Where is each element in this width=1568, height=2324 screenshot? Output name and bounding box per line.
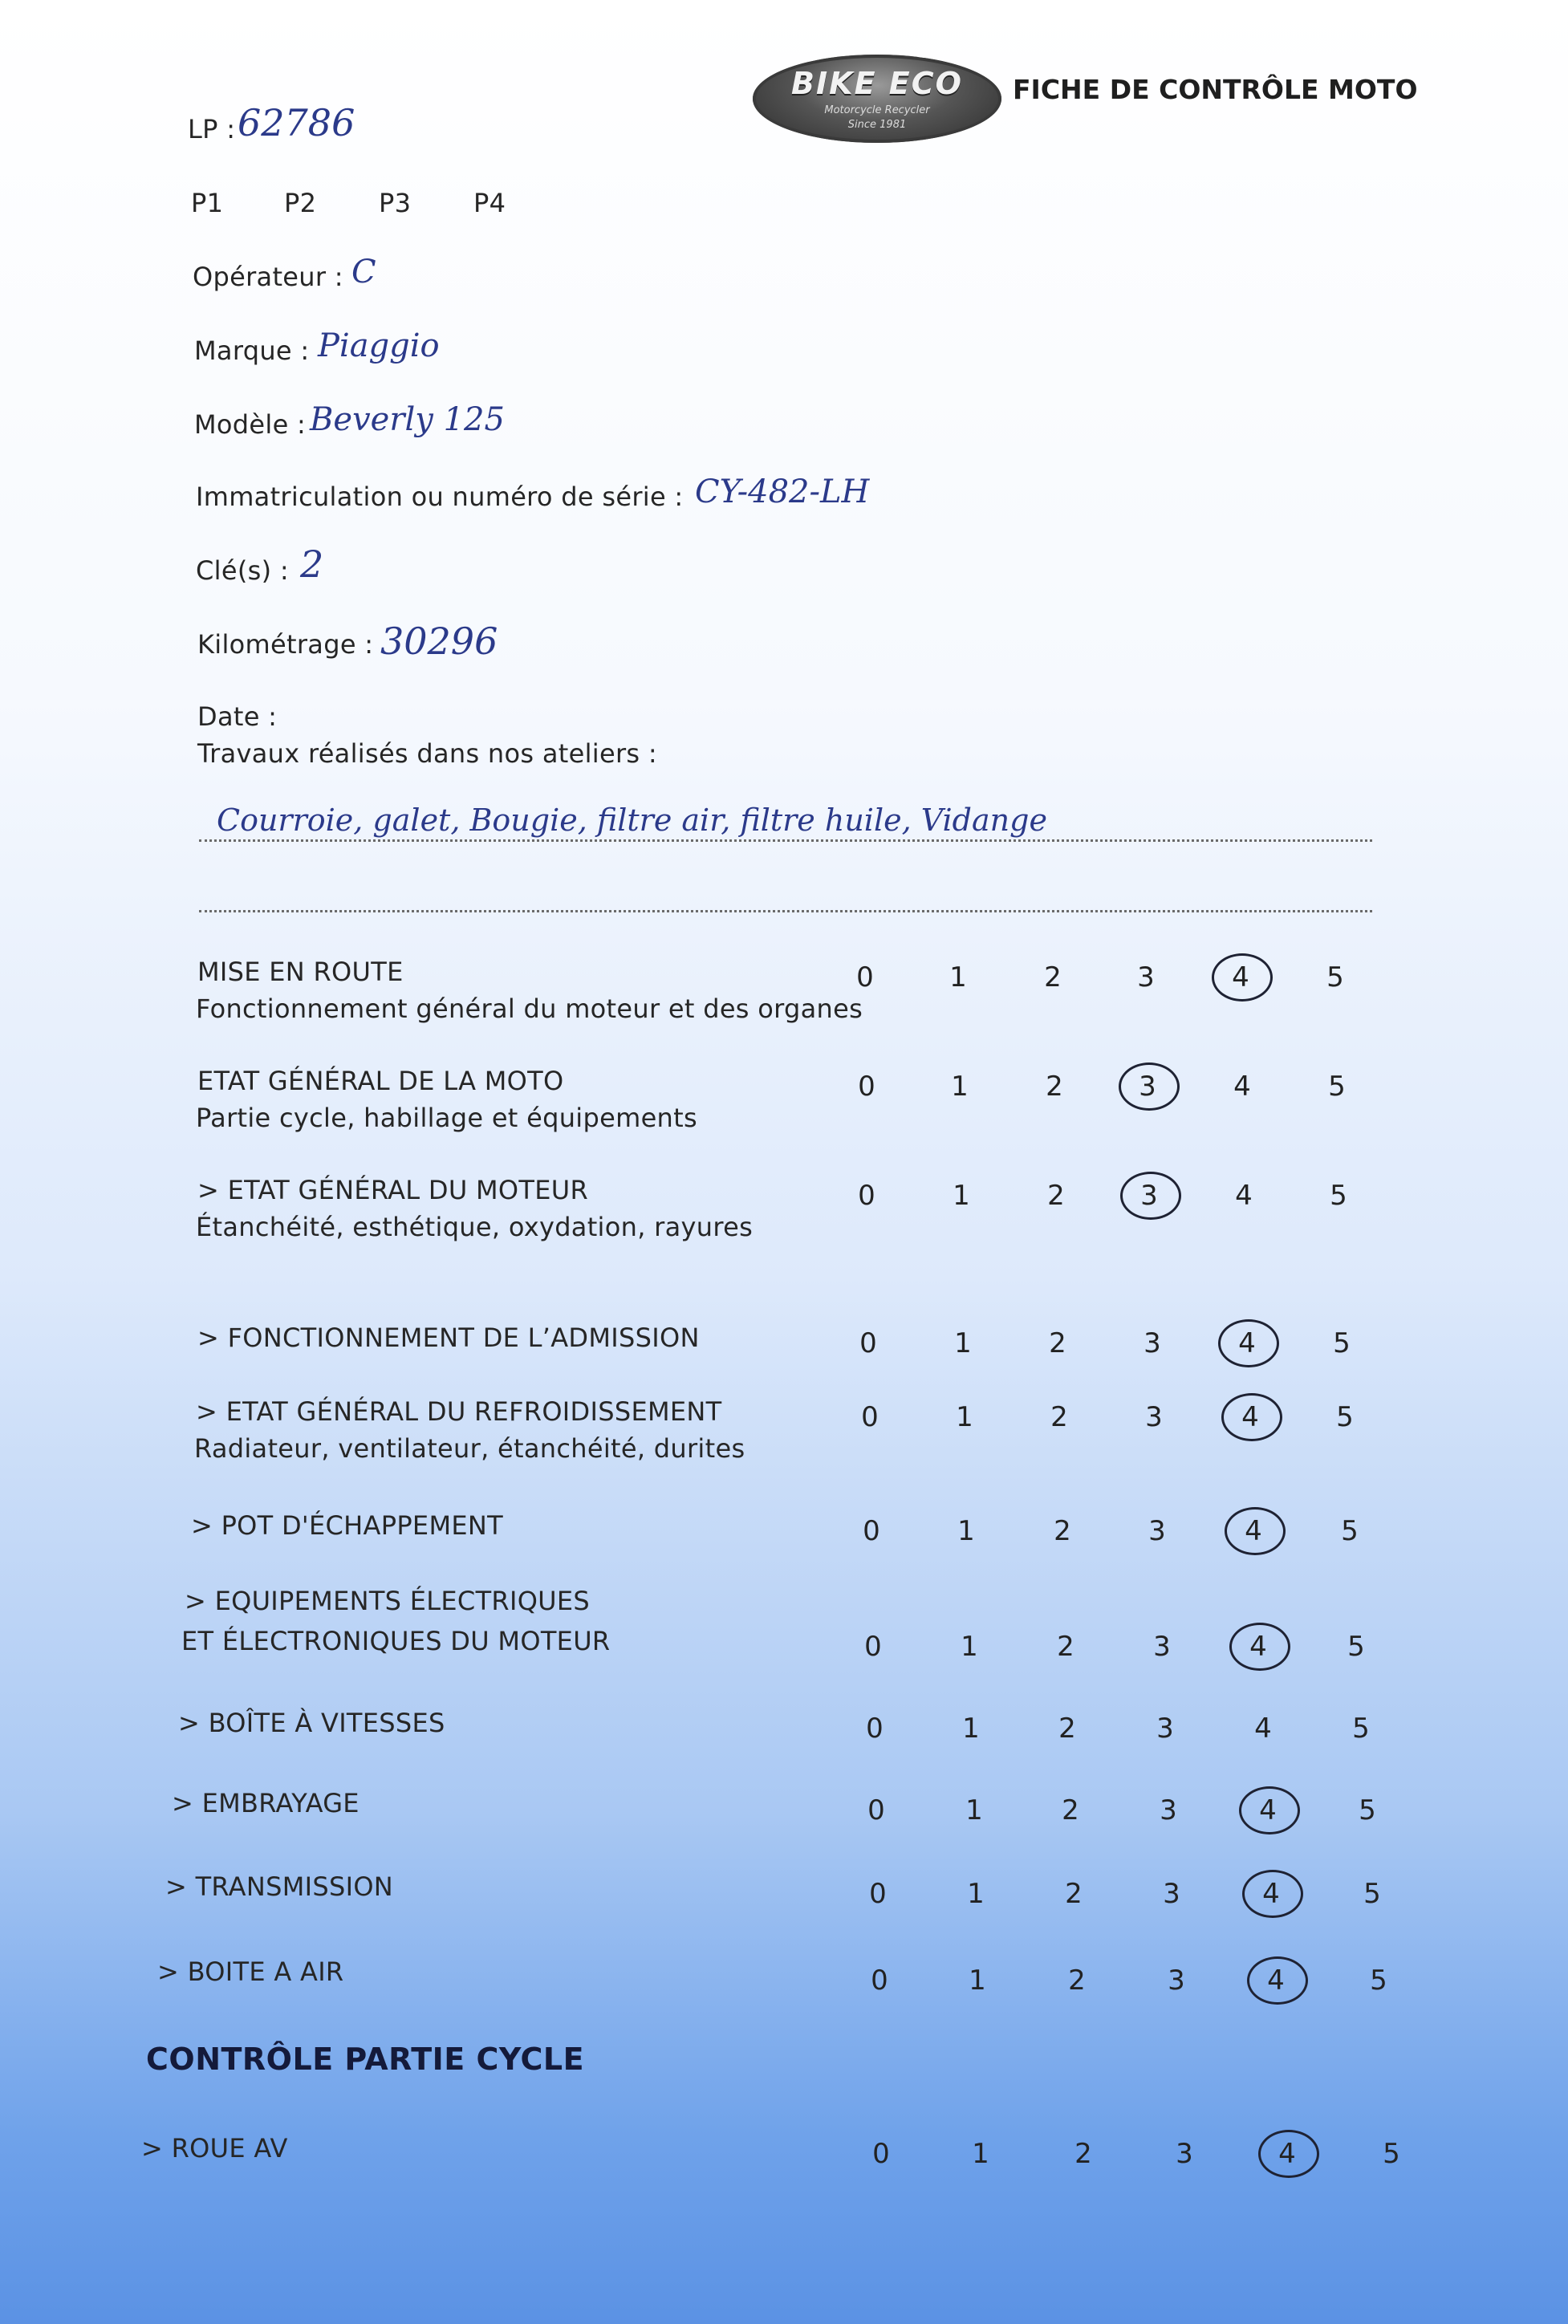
logo-tagline: Motorcycle Recycler <box>824 104 930 116</box>
criterion-score-1: 1 <box>956 1401 973 1433</box>
logo-since: Since 1981 <box>847 119 907 131</box>
criterion-score-2: 2 <box>1046 1071 1063 1103</box>
criterion-selected-score-circle <box>1120 1172 1181 1220</box>
criterion-selected-score-circle <box>1229 1623 1290 1671</box>
criterion-score-0: 0 <box>871 1964 888 1997</box>
criterion-selected-score-circle <box>1247 1956 1308 2005</box>
criterion-score-5: 5 <box>1336 1401 1354 1433</box>
criterion-score-0: 0 <box>859 1327 877 1359</box>
criterion-score-4: 4 <box>1259 1794 1277 1826</box>
cycle-criterion-score-0: 0 <box>872 2138 890 2170</box>
criterion-score-0: 0 <box>866 1713 884 1745</box>
mileage-label: Kilométrage : <box>197 629 374 660</box>
criterion-score-3: 3 <box>1163 1878 1180 1910</box>
p-option-2: P2 <box>284 188 317 218</box>
criterion-selected-score-circle <box>1242 1870 1303 1918</box>
criterion-title: > FONCTIONNEMENT DE L’ADMISSION <box>197 1322 700 1353</box>
keys-label: Clé(s) : <box>196 555 289 586</box>
criterion-score-4: 4 <box>1262 1878 1280 1910</box>
criterion-score-1: 1 <box>969 1964 986 1997</box>
criterion-score-0: 0 <box>856 961 874 993</box>
criterion-subtitle: Fonctionnement général du moteur et des organes <box>196 993 863 1024</box>
page-title: FICHE DE CONTRÔLE MOTO <box>1013 74 1418 105</box>
criterion-score-1: 1 <box>965 1794 983 1826</box>
criterion-score-3: 3 <box>1160 1794 1177 1826</box>
criterion-score-3: 3 <box>1137 961 1155 993</box>
criterion-score-1: 1 <box>953 1180 970 1212</box>
criterion-selected-score-circle <box>1225 1507 1286 1555</box>
criterion-score-5: 5 <box>1352 1713 1370 1745</box>
criterion-score-0: 0 <box>858 1071 875 1103</box>
criterion-score-0: 0 <box>867 1794 885 1826</box>
works-label: Travaux réalisés dans nos ateliers : <box>197 738 657 769</box>
criterion-subtitle: ET ÉLECTRONIQUES DU MOTEUR <box>181 1626 611 1656</box>
criterion-score-3: 3 <box>1168 1964 1185 1997</box>
criterion-score-5: 5 <box>1359 1794 1376 1826</box>
criterion-score-4: 4 <box>1254 1713 1272 1745</box>
criterion-score-2: 2 <box>1057 1631 1074 1663</box>
criterion-score-3: 3 <box>1144 1327 1161 1359</box>
registration-label: Immatriculation ou numéro de série : <box>196 481 684 512</box>
criterion-score-5: 5 <box>1341 1515 1359 1547</box>
criterion-score-1: 1 <box>967 1878 985 1910</box>
criterion-score-2: 2 <box>1047 1180 1065 1212</box>
criterion-score-2: 2 <box>1044 961 1062 993</box>
cycle-criterion-selected-score-circle <box>1258 2130 1319 2178</box>
cycle-criterion-score-3: 3 <box>1176 2138 1193 2170</box>
criterion-score-2: 2 <box>1054 1515 1071 1547</box>
p-option-4: P4 <box>473 188 506 218</box>
operator-label: Opérateur : <box>193 262 343 292</box>
criterion-score-4: 4 <box>1233 1071 1251 1103</box>
criterion-score-3: 3 <box>1156 1713 1174 1745</box>
cycle-criterion-title: > ROUE AV <box>141 2133 288 2164</box>
brand-value: Piaggio <box>318 327 440 364</box>
criterion-score-1: 1 <box>962 1713 980 1745</box>
criterion-score-0: 0 <box>864 1631 882 1663</box>
criterion-score-0: 0 <box>863 1515 880 1547</box>
criterion-title: > ETAT GÉNÉRAL DU REFROIDISSEMENT <box>196 1396 722 1427</box>
section-cycle-heading: CONTRÔLE PARTIE CYCLE <box>146 2042 585 2077</box>
criterion-title: > BOÎTE À VITESSES <box>178 1708 445 1738</box>
criterion-score-4: 4 <box>1245 1515 1262 1547</box>
keys-value: 2 <box>300 542 324 586</box>
criterion-subtitle: Étanchéité, esthétique, oxydation, rayures <box>196 1212 754 1242</box>
cycle-criterion-score-4: 4 <box>1278 2138 1296 2170</box>
criterion-title: > BOITE A AIR <box>157 1956 344 1987</box>
criterion-score-3: 3 <box>1148 1515 1166 1547</box>
p-option-1: P1 <box>191 188 224 218</box>
criterion-score-2: 2 <box>1062 1794 1079 1826</box>
logo-brand: BIKE ECO <box>791 66 963 101</box>
criterion-title: MISE EN ROUTE <box>197 957 404 987</box>
model-value: Beverly 125 <box>310 401 505 438</box>
criterion-score-4: 4 <box>1241 1401 1259 1433</box>
criterion-score-5: 5 <box>1363 1878 1381 1910</box>
criterion-score-5: 5 <box>1370 1964 1387 1997</box>
criterion-score-2: 2 <box>1068 1964 1086 1997</box>
works-line-1 <box>199 839 1372 842</box>
date-label: Date : <box>197 701 278 732</box>
criterion-selected-score-circle <box>1212 953 1273 1002</box>
criterion-score-1: 1 <box>951 1071 969 1103</box>
criterion-score-4: 4 <box>1249 1631 1267 1663</box>
criterion-score-3: 3 <box>1145 1401 1163 1433</box>
criterion-score-4: 4 <box>1235 1180 1253 1212</box>
criterion-score-2: 2 <box>1049 1327 1066 1359</box>
criterion-score-3: 3 <box>1139 1071 1156 1103</box>
works-line-2 <box>199 910 1372 912</box>
registration-value: CY-482-LH <box>695 473 870 510</box>
mileage-value: 30296 <box>380 620 498 663</box>
criterion-selected-score-circle <box>1218 1319 1279 1367</box>
brand-label: Marque : <box>194 335 310 366</box>
criterion-title: > ETAT GÉNÉRAL DU MOTEUR <box>197 1175 589 1205</box>
criterion-score-1: 1 <box>954 1327 972 1359</box>
cycle-criterion-score-1: 1 <box>972 2138 989 2170</box>
operator-value: C <box>351 254 376 290</box>
criterion-score-5: 5 <box>1328 1071 1346 1103</box>
criterion-score-2: 2 <box>1050 1401 1068 1433</box>
criterion-title: ETAT GÉNÉRAL DE LA MOTO <box>197 1066 564 1096</box>
criterion-score-0: 0 <box>861 1401 879 1433</box>
model-label: Modèle : <box>194 409 307 440</box>
criterion-score-3: 3 <box>1140 1180 1158 1212</box>
lp-label: LP : <box>188 114 236 144</box>
criterion-score-2: 2 <box>1065 1878 1083 1910</box>
criterion-score-2: 2 <box>1058 1713 1076 1745</box>
criterion-score-5: 5 <box>1347 1631 1365 1663</box>
criterion-title: > EQUIPEMENTS ÉLECTRIQUES <box>185 1586 591 1616</box>
p-option-3: P3 <box>379 188 412 218</box>
criterion-score-0: 0 <box>869 1878 887 1910</box>
criterion-score-0: 0 <box>858 1180 875 1212</box>
criterion-title: > EMBRAYAGE <box>172 1788 360 1818</box>
criterion-score-1: 1 <box>957 1515 975 1547</box>
criterion-score-5: 5 <box>1326 961 1344 993</box>
works-value: Courroie, galet, Bougie, filtre air, filtre huile, Vidange <box>217 802 1047 838</box>
criterion-selected-score-circle <box>1221 1393 1282 1441</box>
criterion-score-5: 5 <box>1330 1180 1347 1212</box>
criterion-title: > TRANSMISSION <box>165 1871 394 1902</box>
cycle-criterion-score-5: 5 <box>1383 2138 1400 2170</box>
criterion-subtitle: Partie cycle, habillage et équipements <box>196 1103 697 1133</box>
criterion-score-4: 4 <box>1232 961 1249 993</box>
criterion-score-1: 1 <box>949 961 967 993</box>
criterion-score-5: 5 <box>1333 1327 1351 1359</box>
criterion-title: > POT D'ÉCHAPPEMENT <box>191 1510 503 1541</box>
criterion-score-4: 4 <box>1267 1964 1285 1997</box>
criterion-score-3: 3 <box>1153 1631 1171 1663</box>
bike-eco-logo <box>753 55 1001 143</box>
criterion-selected-score-circle <box>1239 1786 1300 1834</box>
lp-value: 62786 <box>238 101 355 144</box>
criterion-score-1: 1 <box>961 1631 978 1663</box>
cycle-criterion-score-2: 2 <box>1074 2138 1092 2170</box>
criterion-score-4: 4 <box>1238 1327 1256 1359</box>
criterion-selected-score-circle <box>1119 1062 1180 1111</box>
criterion-subtitle: Radiateur, ventilateur, étanchéité, durites <box>194 1433 745 1464</box>
